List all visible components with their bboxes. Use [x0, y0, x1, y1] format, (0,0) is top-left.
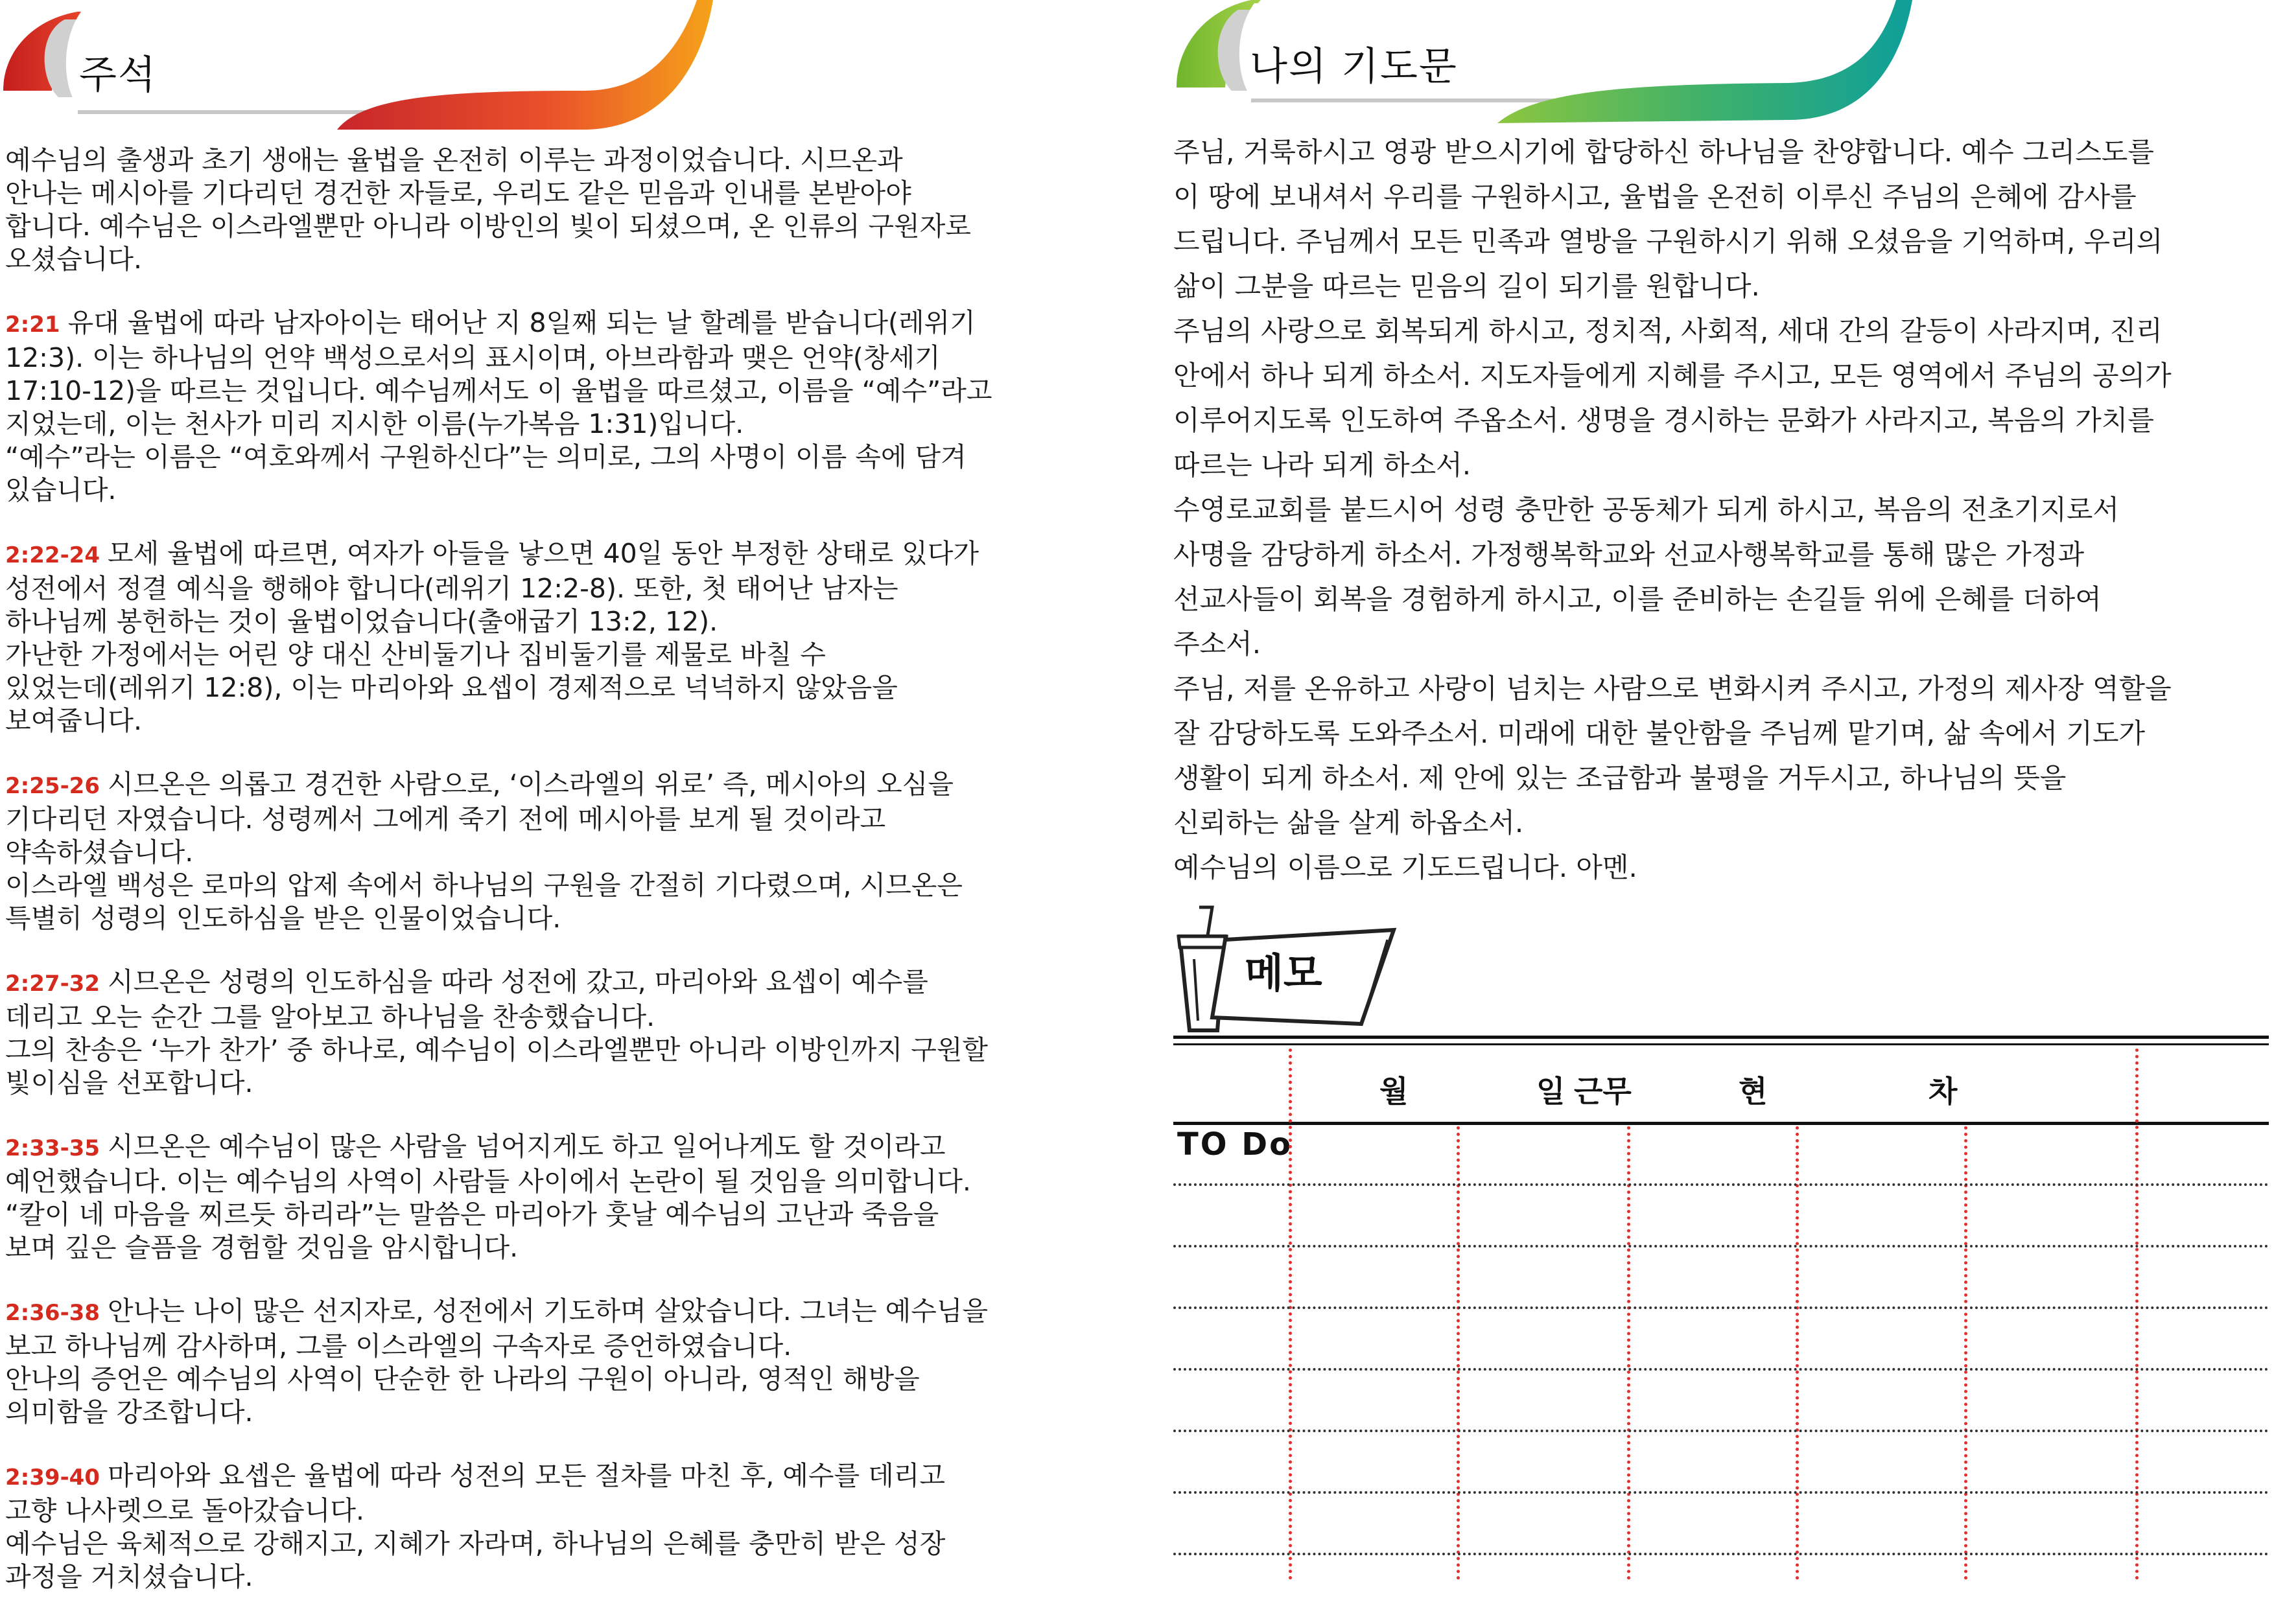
verse-ref: 2:33-35 — [5, 1135, 100, 1161]
note-line: 시므온은 예수님이 많은 사람을 넘어지게도 하고 일어나게도 할 것이라고 — [108, 1131, 946, 1162]
memo-header-rule — [1173, 1122, 2269, 1125]
note-2-25-26 — [5, 768, 1107, 935]
note-line: “칼이 네 마음을 찌르듯 하리라”는 말씀은 마리아가 훗날 예수님의 고난과 죽음을 — [5, 1199, 939, 1230]
memo-header — [1173, 901, 1562, 1037]
column-divider — [1457, 1126, 1460, 1580]
note-line: 마리아와 요셉은 율법에 따라 성전의 모든 절차를 마친 후, 예수를 데리고 — [108, 1460, 945, 1491]
note-line: 보며 깊은 슬픔을 경험할 것임을 암시합니다. — [5, 1232, 519, 1263]
note-line: 보여줍니다. — [5, 705, 143, 736]
note-line: 데리고 오는 순간 그를 알아보고 하나님을 찬송했습니다. — [5, 1001, 655, 1032]
note-2-39-40 — [5, 1459, 1107, 1594]
note-line: 있었는데(레위기 12:8), 이는 마리아와 요셉이 경제적으로 넉넉하지 않았음을 — [5, 672, 898, 703]
note-2-36-38 — [5, 1295, 1107, 1429]
todo-label: TO Do — [1177, 1126, 1293, 1163]
note-line: 빛이심을 선포합니다. — [5, 1067, 253, 1098]
prayer-line: 이 땅에 보내셔서 우리를 구원하시고, 율법을 온전히 이루신 주님의 은혜에 감사를 — [1173, 181, 2137, 213]
intro-line: 오셨습니다. — [5, 244, 143, 275]
prayer-line: 선교사들이 회복을 경험하게 하시고, 이를 준비하는 손길들 위에 은혜를 더하여 — [1173, 583, 2102, 615]
note-2-27-32 — [5, 966, 1107, 1100]
verse-ref: 2:39-40 — [5, 1465, 100, 1491]
prayer-title: 나의 기도문 — [1250, 44, 1458, 89]
note-line: 있습니다. — [5, 474, 117, 505]
column-divider — [1796, 1126, 1799, 1580]
column-divider — [1964, 1126, 1967, 1580]
note-line: 이스라엘 백성은 로마의 압제 속에서 하나님의 구원을 간절히 기다렸으며, 시므온은 — [5, 870, 963, 901]
intro-line: 안나는 메시아를 기다리던 경건한 자들로, 우리도 같은 믿음과 인내를 본받아야 — [5, 178, 911, 209]
prayer-line: 안에서 하나 되게 하소서. 지도자들에게 지혜를 주시고, 모든 영역에서 주님의 공의가 — [1173, 360, 2172, 391]
prayer-line: 잘 감당하도록 도와주소서. 미래에 대한 불안함을 주님께 맡기며, 삶 속에서 기도가 — [1173, 717, 2146, 749]
notes-title: 주석 — [79, 52, 157, 98]
note-line: 성전에서 정결 예식을 행해야 합니다(레위기 12:2-8). 또한, 첫 태어난 남자는 — [5, 573, 898, 604]
prayer-line: 주님, 저를 온유하고 사랑이 넘치는 사람으로 변화시켜 주시고, 가정의 제사장 역할을 — [1173, 673, 2172, 704]
column-divider — [1627, 1126, 1630, 1580]
note-line: 시므온은 성령의 인도하심을 따라 성전에 갔고, 마리아와 요셉이 예수를 — [108, 966, 928, 997]
note-line: 보고 하나님께 감사하며, 그를 이스라엘의 구속자로 증언하였습니다. — [5, 1330, 792, 1362]
row-divider — [1173, 1430, 2269, 1432]
verse-ref: 2:25-26 — [5, 773, 100, 799]
note-line: 17:10-12)을 따르는 것입니다. 예수님께서도 이 율법을 따르셨고, 이름을 “예수”라고 — [5, 375, 992, 406]
prayer-header — [1173, 0, 2274, 130]
note-line: 안나의 증언은 예수님의 사역이 단순한 한 나라의 구원이 아니라, 영적인 해방을 — [5, 1363, 920, 1395]
row-divider — [1173, 1245, 2269, 1247]
prayer-line: 이루어지도록 인도하여 주옵소서. 생명을 경시하는 문화가 사라지고, 복음의 가치를 — [1173, 404, 2154, 436]
memo-top-rule — [1173, 1036, 2269, 1039]
prayer-line: 따르는 나라 되게 하소서. — [1173, 449, 1471, 481]
prayer-line: 예수님의 이름으로 기도드립니다. 아멘. — [1173, 852, 1637, 883]
note-line: 약속하셨습니다. — [5, 837, 194, 868]
note-line: 하나님께 봉헌하는 것이 율법이었습니다(출애굽기 13:2, 12). — [5, 606, 718, 637]
row-divider — [1173, 1553, 2269, 1555]
prayer-body — [1173, 130, 2274, 890]
note-2-33-35 — [5, 1130, 1107, 1264]
note-line: 예언했습니다. 이는 예수님의 사역이 사람들 사이에서 논란이 될 것임을 의미합니다. — [5, 1166, 971, 1197]
note-line: 과정을 거치셨습니다. — [5, 1561, 253, 1592]
verse-ref: 2:36-38 — [5, 1300, 100, 1326]
note-line: 의미함을 강조합니다. — [5, 1397, 253, 1428]
note-line: 고향 나사렛으로 돌아갔습니다. — [5, 1495, 364, 1526]
prayer-line: 주소서. — [1173, 628, 1261, 660]
notes-intro — [5, 144, 1107, 276]
note-line: “예수”라는 이름은 “여호와께서 구원하신다”는 의미로, 그의 사명이 이름 속에 담겨 — [5, 441, 967, 472]
memo-top-rule-thin — [1173, 1043, 2269, 1045]
prayer-line: 드립니다. 주님께서 모든 민족과 열방을 구원하시기 위해 오셨음을 기억하며, 우리의 — [1173, 226, 2163, 257]
prayer-column — [1173, 0, 2274, 1163]
column-divider — [1289, 1049, 1292, 1580]
note-line: 모세 율법에 따르면, 여자가 아들을 낳으면 40일 동안 부정한 상태로 있다가 — [108, 538, 979, 569]
intro-line: 예수님의 출생과 초기 생애는 율법을 온전히 이루는 과정이었습니다. 시므온과 — [5, 145, 903, 176]
note-line: 기다리던 자였습니다. 성령께서 그에게 죽기 전에 메시아를 보게 될 것이라고 — [5, 804, 886, 835]
day-label-hyeon: 현 — [1739, 1074, 1768, 1109]
day-label-cha: 차 — [1928, 1074, 1958, 1109]
row-divider — [1173, 1491, 2269, 1494]
note-2-22-24 — [5, 537, 1107, 737]
prayer-line: 주님, 거룩하시고 영광 받으시기에 합당하신 하나님을 찬양합니다. 예수 그리스도를 — [1173, 136, 2154, 168]
prayer-line: 주님의 사랑으로 회복되게 하시고, 정치적, 사회적, 세대 간의 갈등이 사라지며, 진리 — [1173, 315, 2163, 347]
note-line: 가난한 가정에서는 어린 양 대신 산비둘기나 집비둘기를 제물로 바칠 수 — [5, 639, 826, 670]
intro-line: 합니다. 예수님은 이스라엘뿐만 아니라 이방인의 빛이 되셨으며, 온 인류의 구원자로 — [5, 211, 971, 242]
row-divider — [1173, 1368, 2269, 1371]
prayer-line: 신뢰하는 삶을 살게 하옵소서. — [1173, 807, 1524, 839]
row-divider — [1173, 1306, 2269, 1309]
note-line: 지었는데, 이는 천사가 미리 지시한 이름(누가복음 1:31)입니다. — [5, 408, 744, 439]
note-line: 시므온은 의롭고 경건한 사람으로, ‘이스라엘의 위로’ 즉, 메시아의 오심을 — [108, 769, 954, 800]
day-label-work: 근무 — [1574, 1074, 1632, 1109]
memo-label: 메모 — [1245, 949, 1322, 997]
note-line: 안나는 나이 많은 선지자로, 성전에서 기도하며 살았습니다. 그녀는 예수님을 — [108, 1295, 989, 1327]
day-label-mon: 월 — [1379, 1074, 1409, 1109]
note-line: 그의 찬송은 ‘누가 찬가’ 중 하나로, 예수님이 이스라엘뿐만 아니라 이방인까지 구원할 — [5, 1034, 989, 1065]
prayer-line: 삶이 그분을 따르는 믿음의 길이 되기를 원합니다. — [1173, 270, 1760, 302]
verse-ref: 2:27-32 — [5, 971, 100, 997]
note-line: 특별히 성령의 인도하심을 받은 인물이었습니다. — [5, 903, 561, 934]
notes-body — [5, 144, 1107, 1624]
notes-column — [0, 0, 1115, 1592]
prayer-line: 생활이 되게 하소서. 제 안에 있는 조급함과 불평을 거두시고, 하나님의 뜻을 — [1173, 762, 2067, 794]
note-line: 12:3). 이는 하나님의 언약 백성으로서의 표시이며, 아브라함과 맺은 언약(창세기 — [5, 342, 941, 373]
column-divider — [2135, 1049, 2139, 1580]
memo-table — [1173, 1036, 2269, 1593]
prayer-line: 수영로교회를 붙드시어 성령 충만한 공동체가 되게 하시고, 복음의 전초기지로서 — [1173, 494, 2120, 526]
notes-header — [0, 0, 1115, 130]
row-divider — [1173, 1183, 2269, 1186]
day-label-sun: 일 — [1536, 1074, 1565, 1109]
note-line: 예수님은 육체적으로 강해지고, 지혜가 자라며, 하나님의 은혜를 충만히 받은 성장 — [5, 1528, 946, 1559]
verse-ref: 2:21 — [5, 312, 60, 338]
note-line: 유대 율법에 따라 남자아이는 태어난 지 8일째 되는 날 할례를 받습니다(레위기 — [67, 307, 976, 338]
note-2-21 — [5, 307, 1107, 507]
prayer-line: 사명을 감당하게 하소서. 가정행복학교와 선교사행복학교를 통해 많은 가정과 — [1173, 539, 2085, 570]
verse-ref: 2:22-24 — [5, 542, 100, 568]
